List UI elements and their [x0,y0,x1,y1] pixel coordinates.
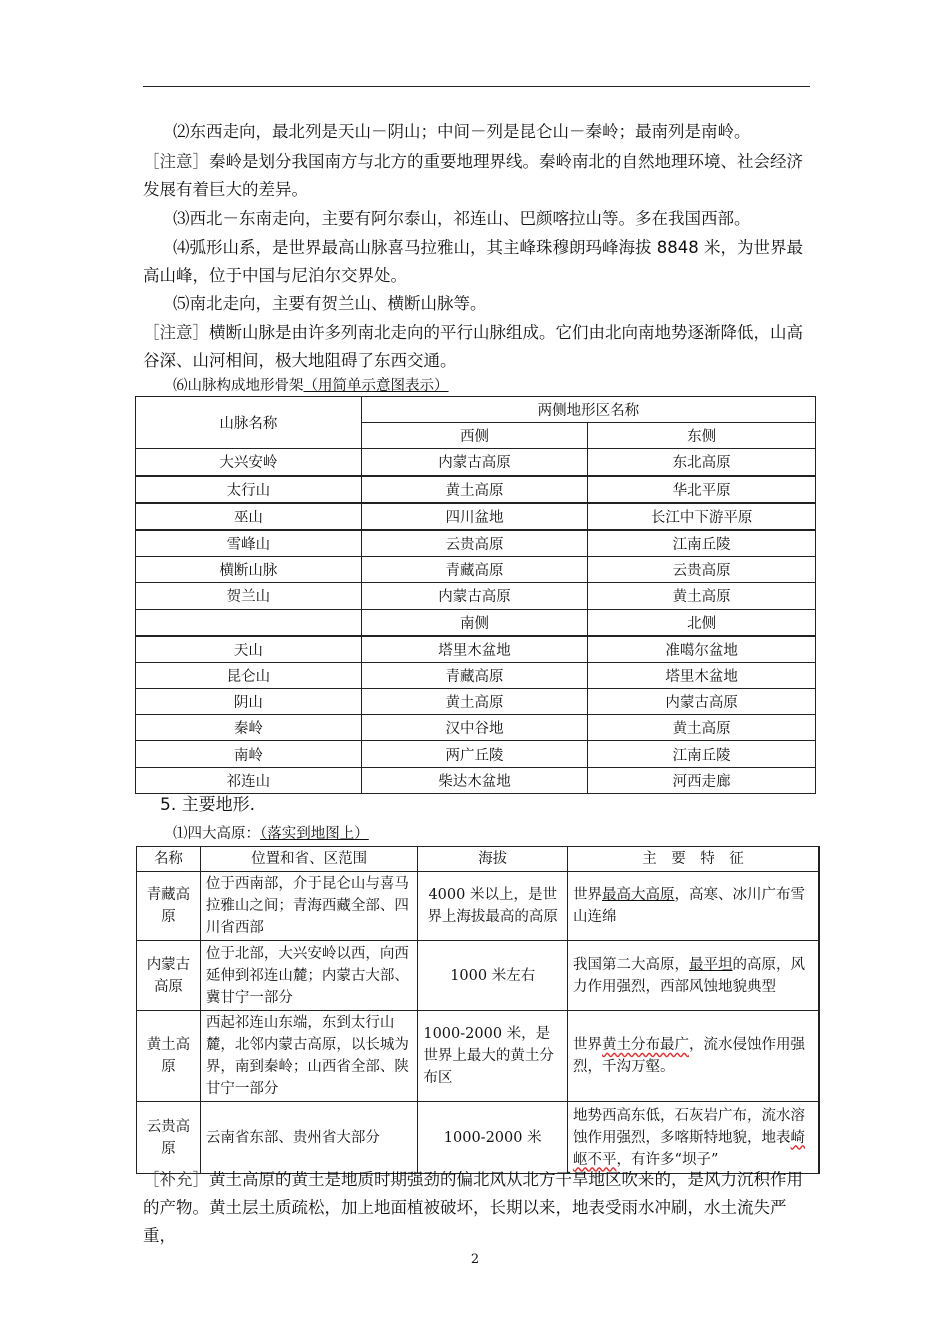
table-row: 南岭 两广丘陵 江南丘陵 [136,741,816,767]
para-north-south: ⑸南北走向，主要有贺兰山、横断山脉等。 [173,294,487,313]
header-east: 东侧 [588,423,816,449]
table-row: 黄土高原 西起祁连山东端，东到太行山麓，北邻内蒙古高原，以长城为界，南到秦岭；山西省全部、陕甘宁一部分 1000-2000 米，是世界上最大的黄土分布区 世界黄土分布最广，流水侵蚀作用强烈，千沟万壑。 [137,1011,820,1102]
plateau-table [136,846,820,1174]
table-row: 昆仑山 青藏高原 塔里木盆地 [136,662,816,688]
header-south: 南侧 [361,609,588,636]
table-row: 横断山脉 青藏高原 云贵高原 [136,557,816,583]
table-row: 天山 塔里木盆地 准噶尔盆地 [136,636,816,663]
para-arc: ⑷弧形山系，是世界最高山脉喜马拉雅山，其主峰珠穆朗玛峰海拔 8848 米，为世界最高山峰，位于中国与尼泊尔交界处。 [143,238,803,285]
table-row: 太行山 黄土高原 华北平原 [136,476,816,503]
note-hengduan: ［注意］横断山脉是由许多列南北走向的平行山脉组成。它们由北向南地势逐渐降低，山高谷深、山河相间，极大地阻碍了东西交通。 [143,323,803,370]
para-east-west: ⑵东西走向，最北列是天山－阴山；中间－列是昆仑山－秦岭；最南列是南岭。 [173,122,751,141]
heading-main-landforms: 5. 主要地形. [160,795,256,815]
table-row: 阴山 黄土高原 内蒙古高原 [136,689,816,715]
table-header-row: 名称 位置和省、区范围 海拔 主 要 特 征 [137,847,820,872]
table-row: 巫山 四川盆地 长江中下游平原 [136,503,816,530]
mountain-table [135,396,816,794]
para-nw-se: ⑶西北－东南走向，主要有阿尔泰山，祁连山、巴颜喀拉山等。多在我国西部。 [173,209,751,228]
table-row: 秦岭 汉中谷地 黄土高原 [136,715,816,741]
plateau-caption: ⑴四大高原：（落实到地图上） [173,826,369,842]
header-mountain-name: 山脉名称 [136,397,362,449]
table-row: 祁连山 柴达木盆地 河西走廊 [136,767,816,793]
page-number: 2 [470,1252,480,1267]
table-row: 大兴安岭 内蒙古高原 东北高原 [136,449,816,476]
table-row: 内蒙古高原 位于北部，大兴安岭以西，向西延伸到祁连山麓；内蒙古大部、冀甘宁一部分 1000 米左右 我国第二大高原，最平坦的高原，风力作用强烈，西部风蚀地貌典型 [137,941,820,1011]
header-north: 北侧 [588,609,816,636]
table-row: 青藏高原 位于西南部，介于昆仑山与喜马拉雅山之间；青海西藏全部、四川省西部 4000 米以上，是世界上海拔最高的高原 世界最高大高原，高寒、冰川广布雪山连绵 [137,872,820,941]
supplement-loess: ［补充］黄土高原的黄土是地质时期强劲的偏北风从北方干旱地区吹来的，是风力沉积作用的产物。黄土层土质疏松，加上地面植被破坏，长期以来，地表受雨水冲刷，水土流失严重， [143,1170,803,1245]
header-west: 西侧 [361,423,588,449]
framework-caption: ⑹山脉构成地形骨架（用简单示意图表示） [173,378,449,394]
table-subheader-row [136,609,816,636]
table-row: 贺兰山 内蒙古高原 黄土高原 [136,583,816,609]
header-sides: 两侧地形区名称 [361,397,815,423]
table-row: 雪峰山 云贵高原 江南丘陵 [136,530,816,557]
header-rule [143,86,810,87]
note-qinling: ［注意］秦岭是划分我国南方与北方的重要地理界线。秦岭南北的自然地理环境、社会经济发展有着巨大的差异。 [143,152,803,199]
table-row: 云贵高原 云南省东部、贵州省大部分 1000-2000 米 地势西高东低，石灰岩广布，流水溶蚀作用强烈，多喀斯特地貌，地表崎岖不平，有许多“坝子” [137,1102,820,1174]
